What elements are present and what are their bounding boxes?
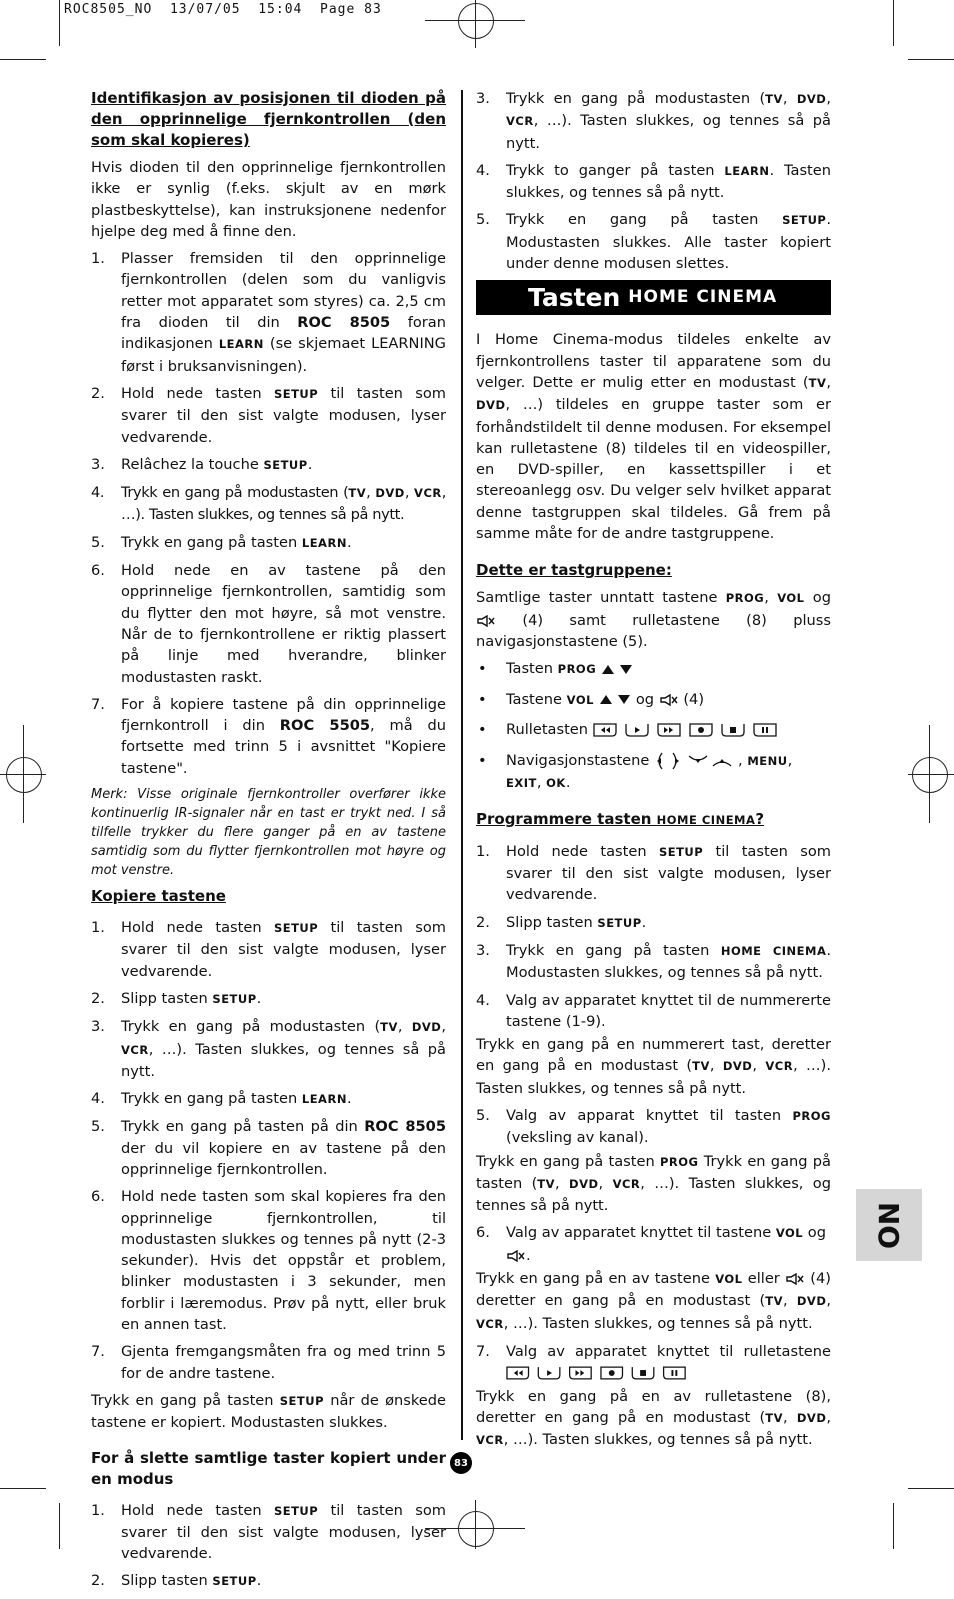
crop-mark — [59, 0, 60, 46]
list-item: • Navigasjonstastene , MENU, EXIT, OK. — [478, 752, 793, 792]
transport-keys-icons — [506, 1365, 692, 1381]
mute-icon — [659, 694, 679, 706]
registration-mark — [912, 757, 948, 793]
pause-icon — [664, 1367, 686, 1379]
registration-line — [0, 774, 46, 775]
forward-icon — [658, 724, 680, 736]
list-item: 6. Valg av apparatet knyttet til tastene VOL og . — [476, 1224, 826, 1264]
program-step-7 — [476, 1341, 831, 1384]
list-item: 5. Trykk en gang på tasten LEARN. — [91, 533, 352, 551]
list-item: 4. Trykk en gang på modustasten (TV, DVD, VCR, …). Tasten slukkes, og tennes så på nytt. — [91, 484, 446, 524]
mute-icon — [506, 1250, 526, 1262]
after-copy-paragraph: Trykk en gang på tasten SETUP når de ønskede tastene er kopiert. Modustasten slukkes. — [91, 1391, 447, 1432]
crop-mark — [893, 0, 894, 46]
band-subtitle: HOME CINEMA — [628, 287, 778, 308]
print-header — [64, 2, 382, 17]
list-item: 2. Slipp tasten SETUP. — [91, 1572, 262, 1590]
registration-line — [908, 774, 954, 775]
nav-down-icon — [689, 756, 707, 763]
list-item: 7. Gjenta fremgangsmåten fra og med trinn 5 for de andre tastene. — [91, 1343, 446, 1382]
mute-icon — [785, 1273, 805, 1285]
up-arrow-icon — [601, 664, 615, 675]
section-heading-diode: Identifikasjon av posisjonen til dioden på den opprinnelige fjernkontrollen (den som skal kopieres) — [91, 89, 446, 149]
nav-up-icon — [713, 759, 731, 766]
list-item: 5. Trykk en gang på tasten SETUP. Modustasten slukkes. Alle taster kopiert under denne modusen slettes. — [476, 211, 831, 273]
registration-mark — [458, 3, 494, 39]
program-step-5 — [476, 1105, 831, 1149]
right-column — [476, 88, 831, 1457]
registration-line — [475, 0, 476, 48]
list-item: 1. Hold nede tasten SETUP til tasten som svarer til den sist valgte modusen, lyser vedvarende. — [476, 842, 832, 904]
note-text: Merk: Visse originale fjernkontroller overfører ikke kontinuerlig IR-signaler når en tast er trykt ned. I så tilfelle trykker du flere ganger på en av tastene samtidig som du flytter fjernkontrollen mot høyre og mot venstre. — [91, 787, 446, 879]
list-item: 2. Slipp tasten SETUP. — [476, 913, 647, 931]
groups-list — [476, 658, 831, 794]
crop-mark — [893, 1503, 894, 1549]
list-item: • Rulletasten — [476, 719, 831, 740]
nav-right-icon — [673, 753, 679, 769]
crop-mark — [908, 1488, 954, 1489]
program-steps — [476, 841, 831, 1032]
home-cinema-intro: I Home Cinema-modus tildeles enkelte av fjernkontrollens taster til apparatene som du velger. Dette er mulig etter en modustast (TV, DVD, …) tildeles en gruppe taster som er forhåndstildelt til denne modusen. For eksempel kan rulletastene (8) tildeles til en videospiller, en DVD-spiller, en kassettspiller i et stereoanlegg osv. Du velger selv hvilket apparat denne tastgruppen skal tildeles. Gå frem på samme måte for de andre tastgruppene. — [476, 331, 831, 543]
list-item: 3. Relâchez la touche SETUP. — [91, 455, 313, 473]
play-icon — [626, 724, 648, 736]
list-item: 7. For å kopiere tastene på din opprinnelige fjernkontroll i din ROC 5505, må du fortsette med trinn 5 i avsnittet "Kopiere tastene". — [91, 695, 446, 777]
down-arrow-icon — [619, 664, 633, 675]
list-item: 2. Hold nede tasten SETUP til tasten som svarer til den sist valgte modusen, lyser vedvarende. — [91, 384, 447, 446]
section-heading-program: Programmere tasten HOME CINEMA? — [476, 809, 765, 828]
intro-paragraph: Hvis dioden til den opprinnelige fjernkontrollen ikke er synlig (f.eks. skjult av en mørk plastbeskyttelse), kan instruksjonene nedenfor hjelpe deg med å finne den. — [91, 159, 446, 240]
groups-paragraph: Samtlige taster unntatt tastene PROG, VOL og (4) samt rulletastene (8) pluss navigasjonstastene (5). — [476, 589, 831, 650]
list-item: 6. Hold nede tasten som skal kopieres fra den opprinnelige fjernkontrollen, til modustasten slukkes og tennes på nytt (2-3 sekunder). Hvis det oppstår et problem, blinker modustasten i 3 sekunder, men forblir i læremodus. Prøv på nytt, eller bruk en annen tast. — [91, 1188, 446, 1334]
crop-mark — [59, 1503, 60, 1549]
up-arrow-icon — [599, 694, 613, 705]
header-page: Page 83 — [320, 2, 382, 17]
registration-mark — [6, 757, 42, 793]
transport-keys-icons — [593, 722, 783, 738]
registration-line — [475, 1500, 476, 1549]
record-icon — [690, 724, 712, 736]
step6-detail: Trykk en gang på en av tastene VOL eller (4) deretter en gang på en modustast (TV, DVD, VCR, …). Tasten slukkes, og tennes så på nytt. — [476, 1270, 832, 1332]
list-item: • Tasten PROG — [476, 658, 831, 680]
header-file: ROC8505_NO — [64, 2, 153, 17]
list-item: 7. Valg av apparatet knyttet til rulletastene — [476, 1341, 831, 1384]
list-item: 3. Trykk en gang på tasten HOME CINEMA. Modustasten slukkes, og tennes så på nytt. — [476, 941, 832, 982]
step7-detail: Trykk en gang på en av rulletastene (8), deretter en gang på en modustast (TV, DVD, VCR, …). Tasten slukkes, og tennes så på nytt. — [476, 1387, 832, 1449]
language-tab: NO — [856, 1189, 922, 1261]
home-cinema-title-band — [476, 280, 831, 315]
section-heading-copy: Kopiere tastene — [91, 887, 226, 906]
rewind-icon — [594, 724, 616, 736]
step4-detail: Trykk en gang på en nummerert tast, deretter en gang på en modustast (TV, DVD, VCR, …). Tasten slukkes, og tennes så på nytt. — [476, 1036, 831, 1097]
stop-icon — [632, 1367, 654, 1379]
band-title: Tasten — [528, 283, 621, 313]
copy-steps — [91, 917, 446, 1384]
list-item: 5. Trykk en gang på tasten på din ROC 8505 der du vil kopiere en av tastene på den opprinnelige fjernkontrollen. — [91, 1118, 446, 1178]
page-number: 83 — [450, 1452, 472, 1474]
delete-steps-continued — [476, 88, 831, 274]
list-item: 3. Trykk en gang på modustasten (TV, DVD, VCR, …). Tasten slukkes, og tennes så på nytt. — [476, 90, 831, 152]
down-arrow-icon — [617, 694, 631, 705]
left-column — [91, 88, 446, 1599]
rewind-icon — [507, 1367, 529, 1379]
header-time: 15:04 — [258, 2, 303, 17]
pause-icon — [754, 724, 776, 736]
play-icon — [538, 1367, 560, 1379]
forward-icon — [570, 1367, 592, 1379]
diode-steps — [91, 248, 446, 779]
list-item: 3. Trykk en gang på modustasten (TV, DVD, VCR, …). Tasten slukkes, og tennes så på nytt. — [91, 1018, 446, 1080]
list-item: 6. Hold nede en av tastene på den opprinnelige fjernkontrollen, samtidig som du flytter den mot høyre, så mot venstre. Når de to fjernkontrollene er riktig plassert på linje med hverandre, blinker modustasten raskt. — [91, 562, 446, 686]
list-item: • Tastene VOL og (4) — [478, 690, 705, 708]
list-item: 1. Hold nede tasten SETUP til tasten som svarer til den sist valgte modusen, lyser vedvarende. — [91, 919, 447, 980]
list-item: 4. Trykk en gang på tasten LEARN. — [91, 1090, 352, 1108]
record-icon — [601, 1367, 623, 1379]
list-item: 1. Hold nede tasten SETUP til tasten som svarer til den sist valgte modusen, lyser vedvarende. — [91, 1501, 447, 1563]
registration-mark — [458, 1511, 494, 1547]
column-divider — [461, 90, 463, 1440]
header-date: 13/07/05 — [169, 2, 241, 17]
list-item: 1. Plasser fremsiden til den opprinnelige fjernkontrollen (delen som du vanligvis retter mot apparatet som styres) ca. 2,5 cm fra dioden til din ROC 8505 foran indikasjonen LEARN (se skjemaet LEARNING først i bruksanvisningen). — [91, 250, 446, 375]
list-item: 4. Valg av apparatet knyttet til de nummererte tastene (1-9). — [476, 991, 831, 1030]
crop-mark — [0, 59, 46, 60]
stop-icon — [722, 724, 744, 736]
mute-icon — [476, 615, 496, 627]
registration-line — [425, 20, 525, 21]
list-item: 2. Slipp tasten SETUP. — [91, 989, 262, 1007]
delete-steps — [91, 1500, 446, 1593]
crop-mark — [908, 59, 954, 60]
step5-detail: Trykk en gang på tasten PROG Trykk en gang på tasten (TV, DVD, VCR, …). Tasten slukkes, og tennes så på nytt. — [476, 1152, 831, 1215]
program-step-6 — [476, 1222, 831, 1266]
nav-left-icon — [657, 753, 662, 769]
section-heading-delete: For å slette samtlige taster kopiert under en modus — [91, 1448, 446, 1488]
navigation-keys-icons — [654, 752, 738, 770]
section-heading-groups: Dette er tastgruppene: — [476, 561, 672, 580]
list-item: 5. Valg av apparat knyttet til tasten PROG (veksling av kanal). — [476, 1106, 831, 1147]
list-item: 4. Trykk to ganger på tasten LEARN. Tasten slukkes, og tennes så på nytt. — [476, 161, 831, 202]
crop-mark — [0, 1488, 46, 1489]
